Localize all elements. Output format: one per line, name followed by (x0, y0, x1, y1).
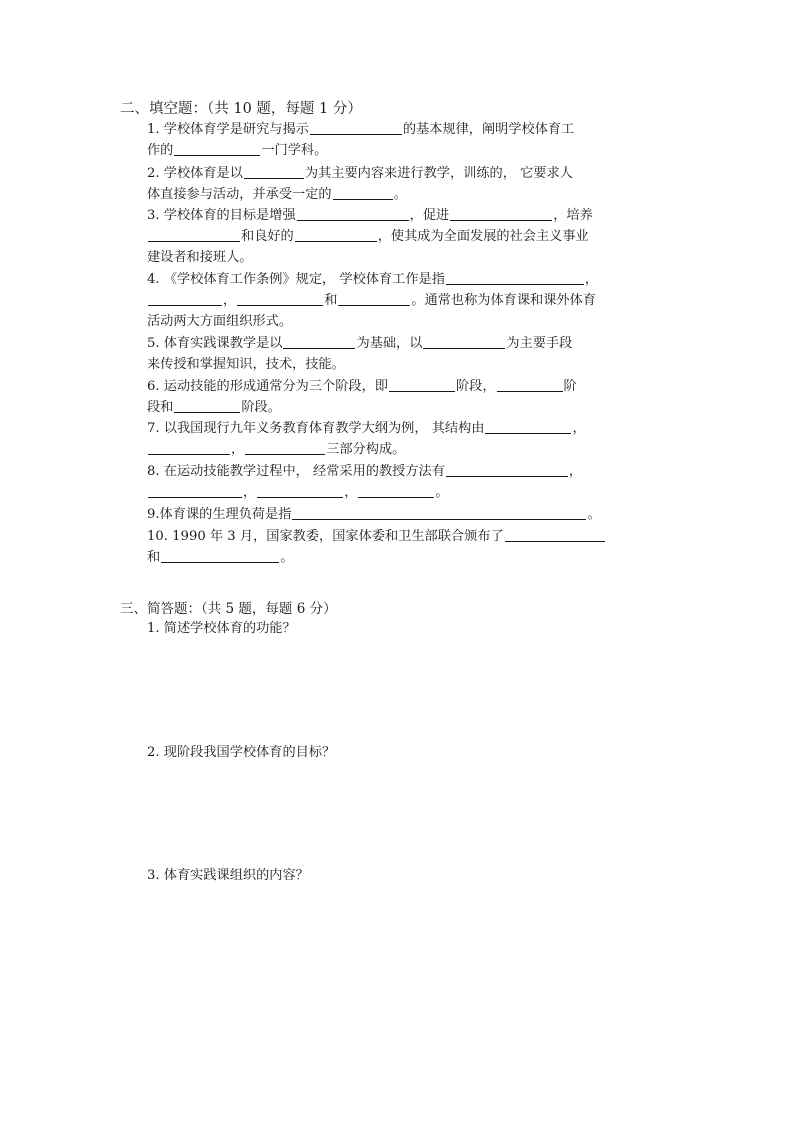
q7-blank-2[interactable] (148, 440, 230, 455)
q3-blank-1[interactable] (297, 206, 409, 221)
q6-blank-3[interactable] (174, 398, 240, 413)
q4-line2: ， 和 。通常也称为体育课和课外体育 (147, 291, 596, 311)
q8-line1: 8. 在运动技能教学过程中， 经常采用的教授方法有 ， (147, 464, 583, 479)
q4-line3: 活动两大方面组织形式。 (147, 314, 293, 329)
q8-blank-3[interactable] (257, 483, 343, 498)
q3-line2: 和良好的 ，使其成为全面发展的社会主义事业 (147, 227, 589, 247)
q6-blank-1[interactable] (389, 377, 455, 392)
q6-blank-2[interactable] (497, 377, 563, 392)
q10-blank-1[interactable] (505, 527, 605, 542)
q8-blank-4[interactable] (358, 483, 434, 498)
q2-blank-1[interactable] (244, 164, 304, 179)
q7-blank-3[interactable] (245, 440, 325, 455)
q3-line1: 3. 学校体育的目标是增强 ，促进 ，培养 (147, 208, 593, 223)
q6-line2: 段和 阶段。 (147, 400, 281, 415)
q4-blank-2[interactable] (148, 291, 222, 306)
q5-line2: 来传授和掌握知识，技术，技能。 (147, 357, 345, 372)
q8-line2: ， ， 。 (147, 483, 449, 503)
q3-line3: 建设者和接班人。 (147, 250, 253, 265)
q1-blank-1[interactable] (310, 120, 402, 135)
q4-blank-1[interactable] (446, 270, 584, 285)
short-answer-section-title: 三、简答题：（共 5 题，每题 6 分） (120, 601, 337, 617)
q10-blank-2[interactable] (161, 548, 279, 563)
short-q1: 1. 简述学校体育的功能？ (147, 621, 296, 636)
q7-line1: 7. 以我国现行九年义务教育体育教学大纲为例， 其结构由 ， (147, 421, 586, 436)
q4-blank-4[interactable] (338, 291, 410, 306)
q2-line1: 2. 学校体育是以 为其主要内容来进行教学，训练的， 它要求人 (147, 166, 573, 181)
q8-blank-2[interactable] (148, 483, 242, 498)
q8-blank-1[interactable] (446, 462, 568, 477)
q9-blank-1[interactable] (292, 505, 586, 520)
q4-blank-3[interactable] (237, 291, 323, 306)
q2-line2: 体直接参与活动，并承受一定的 。 (147, 187, 407, 202)
short-q2: 2. 现阶段我国学校体育的目标？ (147, 745, 336, 760)
q2-blank-2[interactable] (333, 185, 393, 200)
q1-blank-2[interactable] (174, 141, 260, 156)
q1-line1: 1. 学校体育学是研究与揭示 的基本规律，阐明学校体育工 (147, 122, 575, 137)
q10-line1: 10. 1990 年 3 月，国家教委，国家体委和卫生部联合颁布了 (147, 527, 606, 547)
q5-blank-2[interactable] (423, 334, 505, 349)
q9-line: 9.体育课的生理负荷是指 。 (147, 507, 601, 522)
q7-line2: ， 三部分构成。 (147, 440, 405, 460)
q1-line2: 作的 一门学科。 (147, 143, 328, 158)
short-q3: 3. 体育实践课组织的内容？ (147, 868, 309, 883)
q3-blank-2[interactable] (450, 206, 552, 221)
q4-line1: 4. 《学校体育工作条例》规定， 学校体育工作是指 ， (147, 272, 599, 287)
q5-line1: 5. 体育实践课教学是以 为基础，以 为主要手段 (147, 336, 573, 351)
q10-line2: 和 。 (147, 550, 294, 565)
fill-section-title: 二、填空题：（共 10 题，每题 1 分） (120, 101, 362, 117)
q6-line1: 6. 运动技能的形成通常分为三个阶段，即 阶段， 阶 (147, 379, 577, 394)
q3-blank-4[interactable] (295, 227, 377, 242)
q5-blank-1[interactable] (283, 334, 355, 349)
q7-blank-1[interactable] (485, 419, 571, 434)
q3-blank-3[interactable] (148, 227, 240, 242)
